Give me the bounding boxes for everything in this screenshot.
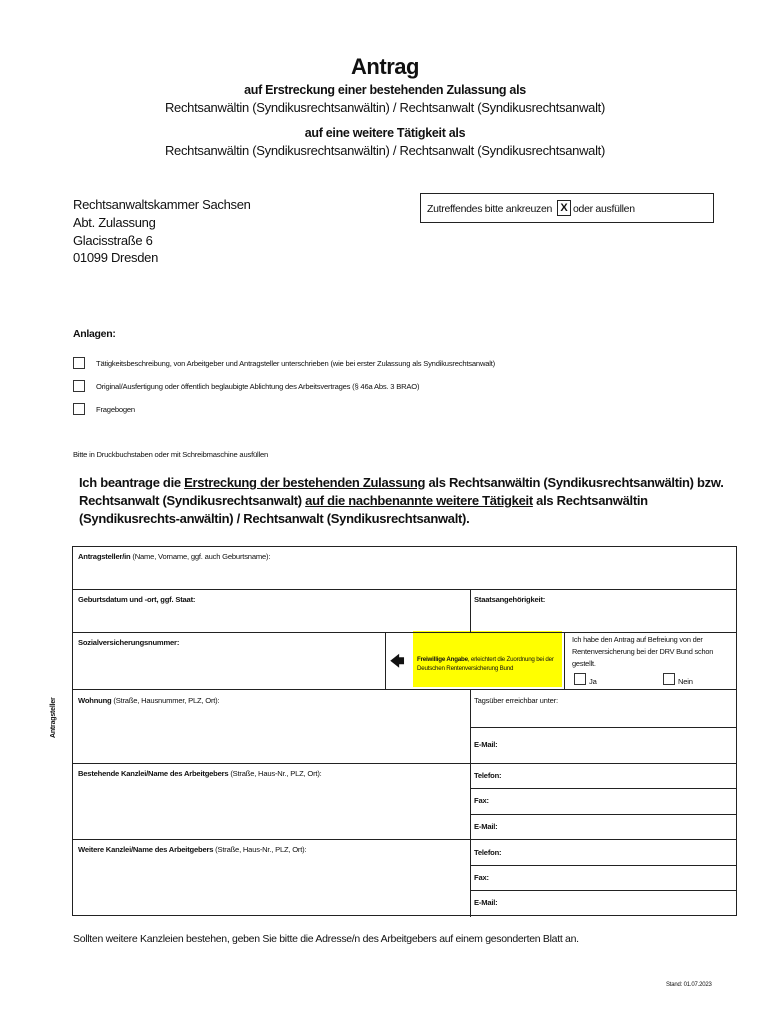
- additional-office-label: Weitere Kanzlei/Name des Arbeitgebers (Straße, Haus-Nr., PLZ, Ort):: [78, 845, 307, 854]
- instruction-text-after: oder ausfüllen: [573, 203, 635, 215]
- instruction-text: Zutreffendes bitte ankreuzen: [427, 203, 553, 215]
- subtitle-additional: auf eine weitere Tätigkeit als: [304, 126, 466, 140]
- attachment-label-2: Original/Ausfertigung oder öffentlich beglaubigte Ablichtung des Arbeitsvertrages (§ 46a Abs. 3 BRAO): [96, 382, 420, 391]
- exemption-no-label: Nein: [678, 677, 693, 686]
- address-line-2: Abt. Zulassung: [73, 215, 156, 230]
- applicant-side-label: Antragsteller: [50, 697, 57, 738]
- email-label-3: E-Mail:: [474, 898, 498, 907]
- birth-label: Geburtsdatum und -ort, ggf. Staat:: [78, 595, 196, 604]
- attachment-checkbox-3[interactable]: [73, 403, 85, 415]
- instruction-box: [420, 193, 714, 223]
- fax-label-2: Fax:: [474, 873, 489, 882]
- applicant-name-label: Antragsteller/in (Name, Vorname, ggf. auch Geburtsname):: [78, 552, 271, 561]
- address-line-1: Rechtsanwaltskammer Sachsen: [73, 197, 251, 212]
- residence-label: Wohnung (Straße, Hausnummer, PLZ, Ort):: [78, 696, 220, 705]
- application-statement: [79, 474, 729, 528]
- page-title: Antrag: [351, 54, 419, 79]
- statement-underline-2: auf die nachbenannte weitere Tätigkeit: [305, 493, 533, 508]
- applicant-form: [72, 546, 737, 916]
- additional-offices-note: Sollten weitere Kanzleien bestehen, geben Sie bitte die Adresse/n des Arbeitgebers auf einem gesonderten Blatt an.: [73, 933, 579, 945]
- subtitle-extension-roles: Rechtsanwältin (Syndikusrechtsanwältin) / Rechtsanwalt (Syndikusrechtsanwalt): [164, 100, 606, 115]
- statement-part-3: als Rechtsanwältin (Syndikusrechts-anwältin) / Rechtsanwalt (Syndikusrechtsanwalt).: [79, 493, 648, 526]
- example-checkmark: X: [557, 200, 571, 216]
- attachments-heading: Anlagen:: [73, 328, 116, 340]
- fax-label-1: Fax:: [474, 796, 489, 805]
- attachment-label-3: Fragebogen: [96, 405, 135, 414]
- arrow-left-icon: 🡄: [390, 653, 405, 669]
- address-line-4: 01099 Dresden: [73, 250, 158, 265]
- version-date: Stand: 01.07.2023: [666, 982, 712, 988]
- address-line-3: Glacisstraße 6: [73, 233, 153, 248]
- subtitle-extension: auf Erstreckung einer bestehenden Zulassung als: [244, 83, 526, 97]
- exemption-yes-checkbox[interactable]: [574, 673, 586, 685]
- nationality-label: Staatsangehörigkeit:: [474, 595, 546, 604]
- daytime-contact-label: Tagsüber erreichbar unter:: [474, 696, 558, 705]
- ssn-label: Sozialversicherungsnummer:: [78, 638, 180, 647]
- exemption-no-checkbox[interactable]: [663, 673, 675, 685]
- phone-label-2: Telefon:: [474, 848, 502, 857]
- exemption-yes-label: Ja: [589, 677, 597, 686]
- voluntary-info-bold: Freiwillige Angabe: [417, 656, 468, 663]
- attachment-checkbox-2[interactable]: [73, 380, 85, 392]
- subtitle-additional-roles: Rechtsanwältin (Syndikusrechtsanwältin) / Rechtsanwalt (Syndikusrechtsanwalt): [164, 143, 606, 158]
- attachment-checkbox-1[interactable]: [73, 357, 85, 369]
- statement-part-2: als Rechtsanwältin (Syndikusrechtsanwältin) bzw. Rechtsanwalt (Syndikusrechtsanwalt): [79, 475, 724, 508]
- fill-instruction: Bitte in Druckbuchstaben oder mit Schreibmaschine ausfüllen: [73, 450, 269, 459]
- email-label-2: E-Mail:: [474, 822, 498, 831]
- existing-office-label: Bestehende Kanzlei/Name des Arbeitgebers (Straße, Haus-Nr., PLZ, Ort):: [78, 769, 322, 778]
- exemption-text: Ich habe den Antrag auf Befreiung von der Rentenversicherung bei der DRV Bund schon gestellt.: [572, 635, 714, 668]
- voluntary-info-normal: , erleichtert die Zuordnung bei der Deutschen Rentenversicherung Bund: [417, 656, 554, 672]
- email-label-1: E-Mail:: [474, 740, 498, 749]
- phone-label-1: Telefon:: [474, 771, 502, 780]
- statement-underline-1: Erstreckung der bestehenden Zulassung: [184, 475, 426, 490]
- attachment-label-1: Tätigkeitsbeschreibung, von Arbeitgeber und Antragsteller unterschrieben (wie bei erster Zulassung als Syndikusrechtsanwalt): [96, 359, 495, 368]
- statement-part-1: Ich beantrage die: [79, 475, 185, 490]
